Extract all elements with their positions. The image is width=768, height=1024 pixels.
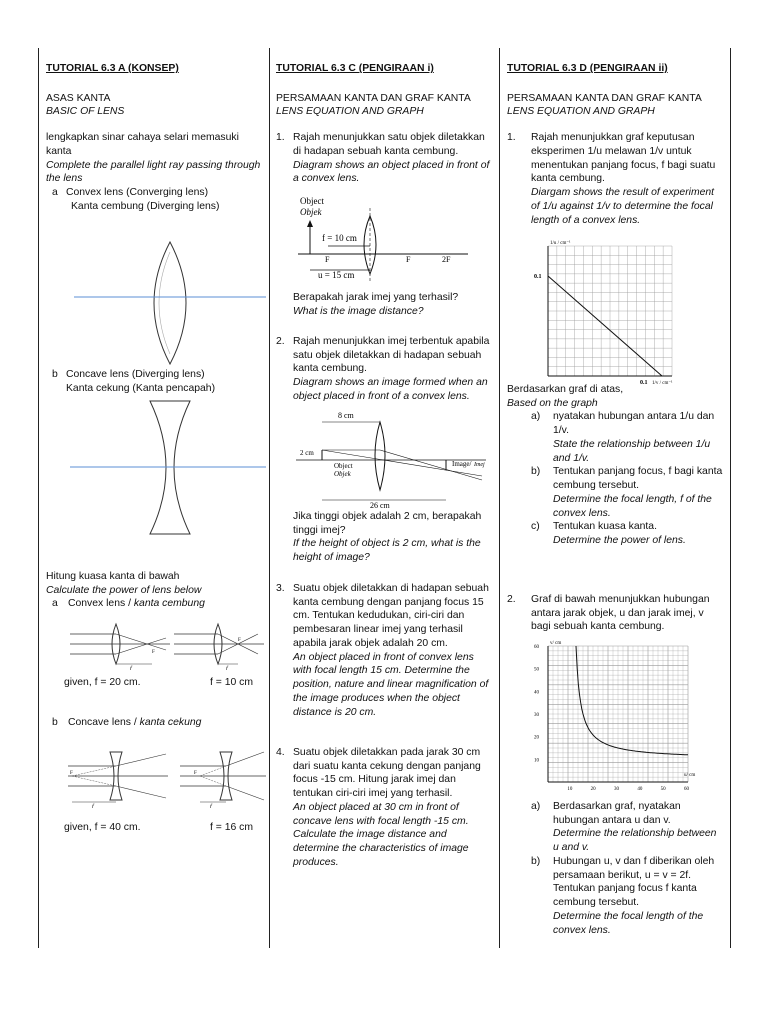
- svg-text:F: F: [152, 650, 155, 655]
- calculate-power-section: Hitung kuasa kanta di bawah Calculate the power of lens below a Convex lens / kanta cembung: [46, 570, 264, 611]
- graph-1-ytick: 0.1: [534, 274, 542, 280]
- svg-text:2 cm: 2 cm: [300, 449, 314, 457]
- heading-tutorial-c: TUTORIAL 6.3 C (PENGIRAAN i): [276, 63, 434, 74]
- svg-text:f: f: [92, 804, 94, 808]
- svg-text:F: F: [406, 255, 411, 264]
- svg-text:f = 10 cm: f = 10 cm: [322, 233, 357, 243]
- svg-text:Objek: Objek: [300, 207, 322, 217]
- question-c2-ask: Jika tinggi objek adalah 2 cm, berapakah tinggi imej? If the height of object is 2 cm, what is the height of image?: [293, 511, 482, 564]
- convex-lens-diagram: [46, 238, 268, 368]
- graph-1-xtick: 0.1: [640, 380, 648, 386]
- svg-text:26 cm: 26 cm: [370, 501, 390, 510]
- svg-text:Object: Object: [334, 462, 353, 470]
- heading-tutorial-d: TUTORIAL 6.3 D (PENGIRAAN ii): [507, 63, 668, 74]
- graph-2-ytick: 20: [534, 735, 539, 741]
- graph-2-curve: [576, 646, 688, 755]
- question-d1: 1. Rajah menunjukkan graf keputusan eksperimen 1/u melawan 1/v untuk menentukan panjang focus, f bagi suatu kanta cembung. Diargam shows the result of experiment of 1/u against 1/v to determine the focal length of a convex lens.: [507, 132, 716, 226]
- question-d1-parts: Berdasarkan graf di atas, Based on the graph a) nyatakan hubungan antara 1/u dan 1/v. State the relationship between 1/u and 1/v. b) Tentukan panjang focus, f bagi kanta cembung tersebut. Determine the focal length, f of the convex lens. c) Tentukan kuasa kanta. Determine the power of lens.: [507, 384, 723, 547]
- graph-2-ytick: 10: [534, 758, 539, 764]
- graph-1-line: [548, 276, 662, 376]
- calc-instruction-en: Calculate the power of lens below: [46, 584, 202, 596]
- section-title-ms: PERSAMAAN KANTA DAN GRAF KANTA: [507, 92, 702, 104]
- svg-text:2F: 2F: [442, 255, 451, 264]
- svg-text:F: F: [194, 771, 197, 776]
- graph-2-xtick: 10: [567, 787, 573, 792]
- column-divider-1: [269, 48, 270, 948]
- section-title-ms: ASAS KANTA: [46, 92, 111, 104]
- section-title-ms: PERSAMAAN KANTA DAN GRAF KANTA: [276, 92, 471, 104]
- svg-text:f: f: [130, 666, 132, 670]
- image-formation-diagram: [292, 410, 488, 510]
- convex-given-2: f = 10 cm: [210, 677, 254, 688]
- instruction-ms: lengkapkan sinar cahaya selari memasuki kanta: [46, 132, 239, 157]
- convex-given-1: given, f = 20 cm.: [64, 677, 141, 688]
- graph-1-ylabel: 1/u / cm⁻¹: [550, 241, 571, 246]
- column-tutorial-c: [276, 62, 490, 186]
- concave-power-diagram-2: [180, 748, 266, 808]
- graph-2-xtick: 30: [614, 787, 619, 792]
- svg-text:F: F: [70, 771, 73, 776]
- calc-instruction-ms: Hitung kuasa kanta di bawah: [46, 571, 180, 582]
- graph-2-xtick: 40: [637, 787, 643, 792]
- graph-2-xtick: 60: [684, 787, 689, 792]
- item-convex-lens: a Convex lens (Converging lens) Kanta cembung (Diverging lens): [52, 187, 220, 212]
- svg-text:f: f: [210, 804, 212, 808]
- section-title-en: LENS EQUATION AND GRAPH: [507, 106, 655, 118]
- concave-power-diagram-1: [68, 748, 168, 808]
- graph-2-xtick: 20: [590, 787, 596, 792]
- svg-text:Objek: Objek: [334, 470, 351, 478]
- svg-text:F: F: [238, 638, 241, 643]
- question-c2: 2. Rajah menunjukkan imej terbentuk apabila satu objek diletakkan di hadapan sebuah kanta cembung. Diagram shows an image formed when an object placed in front of a convex lens.: [276, 336, 490, 402]
- section-title-en: LENS EQUATION AND GRAPH: [276, 106, 424, 118]
- graph-2-ytick: 30: [534, 713, 539, 718]
- graph-2-ytick: 60: [534, 645, 539, 650]
- convex-power-diagram-1: [70, 620, 170, 670]
- svg-text:u = 15 cm: u = 15 cm: [318, 270, 355, 280]
- question-c1-ask: Berapakah jarak imej yang terhasil? What is the image distance?: [293, 292, 459, 317]
- column-divider-left: [38, 48, 39, 948]
- column-divider-right: [730, 48, 731, 948]
- column-divider-2: [499, 48, 500, 948]
- concave-lens-diagram: [46, 398, 268, 538]
- svg-text:F: F: [325, 255, 330, 264]
- convex-power-diagram-2: [174, 620, 264, 670]
- question-c1: 1. Rajah menunjukkan satu objek diletakkan di hadapan sebuah kanta cembung. Diagram shows an object placed in front of a convex lens.: [276, 132, 490, 185]
- item-concave-lens: b Concave lens (Diverging lens) Kanta cekung (Kanta pencapah): [52, 369, 216, 394]
- graph-2-xtick: 50: [660, 787, 666, 792]
- graph-2-ytick: 40: [534, 690, 539, 696]
- heading-tutorial-a: TUTORIAL 6.3 A (KONSEP): [46, 63, 179, 74]
- graph-2-ytick: 50: [534, 667, 539, 673]
- section-title-en: BASIC OF LENS: [46, 106, 125, 118]
- graph-2-xlabel: u/ cm: [684, 773, 696, 778]
- svg-text:Object: Object: [300, 196, 324, 206]
- graph-v-vs-u: [520, 636, 696, 798]
- concave-given-1: given, f = 40 cm.: [64, 822, 141, 833]
- graph-1u-vs-1v: [508, 238, 678, 386]
- svg-text:Imej: Imej: [474, 462, 485, 468]
- svg-text:Image/: Image/: [452, 460, 472, 468]
- svg-text:8 cm: 8 cm: [338, 411, 354, 420]
- item-concave-power: b Concave lens / kanta cekung: [52, 717, 202, 728]
- question-d2: 2. Graf di bawah menunjukkan hubungan antara jarak objek, u dan jarak imej, v bagi sebuah kanta cembung.: [507, 594, 710, 633]
- object-convex-lens-diagram: [292, 194, 472, 284]
- svg-text:f: f: [226, 666, 228, 670]
- graph-1-xlabel: 1/v / cm⁻¹: [652, 381, 673, 386]
- graph-2-ylabel: v/ cm: [550, 641, 562, 646]
- question-d2-parts: a) Berdasarkan graf, nyatakan hubungan antara u dan v. Determine the relationship between u and v. b) Hubungan u, v dan f diberikan oleh persamaan berikut, u = v = 2f. Tentukan panjang focus f kanta cembung tersebut. Determine the focal length of the convex lens.: [531, 801, 717, 936]
- column-tutorial-d: [507, 62, 723, 227]
- instruction-en: Complete the parallel light ray passing through the lens: [46, 159, 261, 185]
- question-c4: 4. Suatu objek diletakkan pada jarak 30 cm dari suatu kanta cekung dengan panjang focus -15 cm. Hitung jarak imej dan tentukan ciri-ciri imej yang terhasil. An object placed at 30 cm in front of concave lens with focal length -15 cm. Calculate the image distance and determine the characteristics of image produces.: [276, 747, 481, 868]
- concave-given-2: f = 16 cm: [210, 822, 254, 833]
- question-c3: 3. Suatu objek diletakkan di hadapan sebuah kanta cembung dengan panjang focus 15 cm. Tentukan kedudukan, ciri-ciri dan pembesaran linear imej yang terhasil apabila jarak objek adalah 20 cm. An object placed in front of convex lens with focal length 15 cm. Determine the position, nature and linear magnification of the image produces when the object distance is 20 cm.: [276, 583, 489, 718]
- column-tutorial-a: [46, 62, 264, 214]
